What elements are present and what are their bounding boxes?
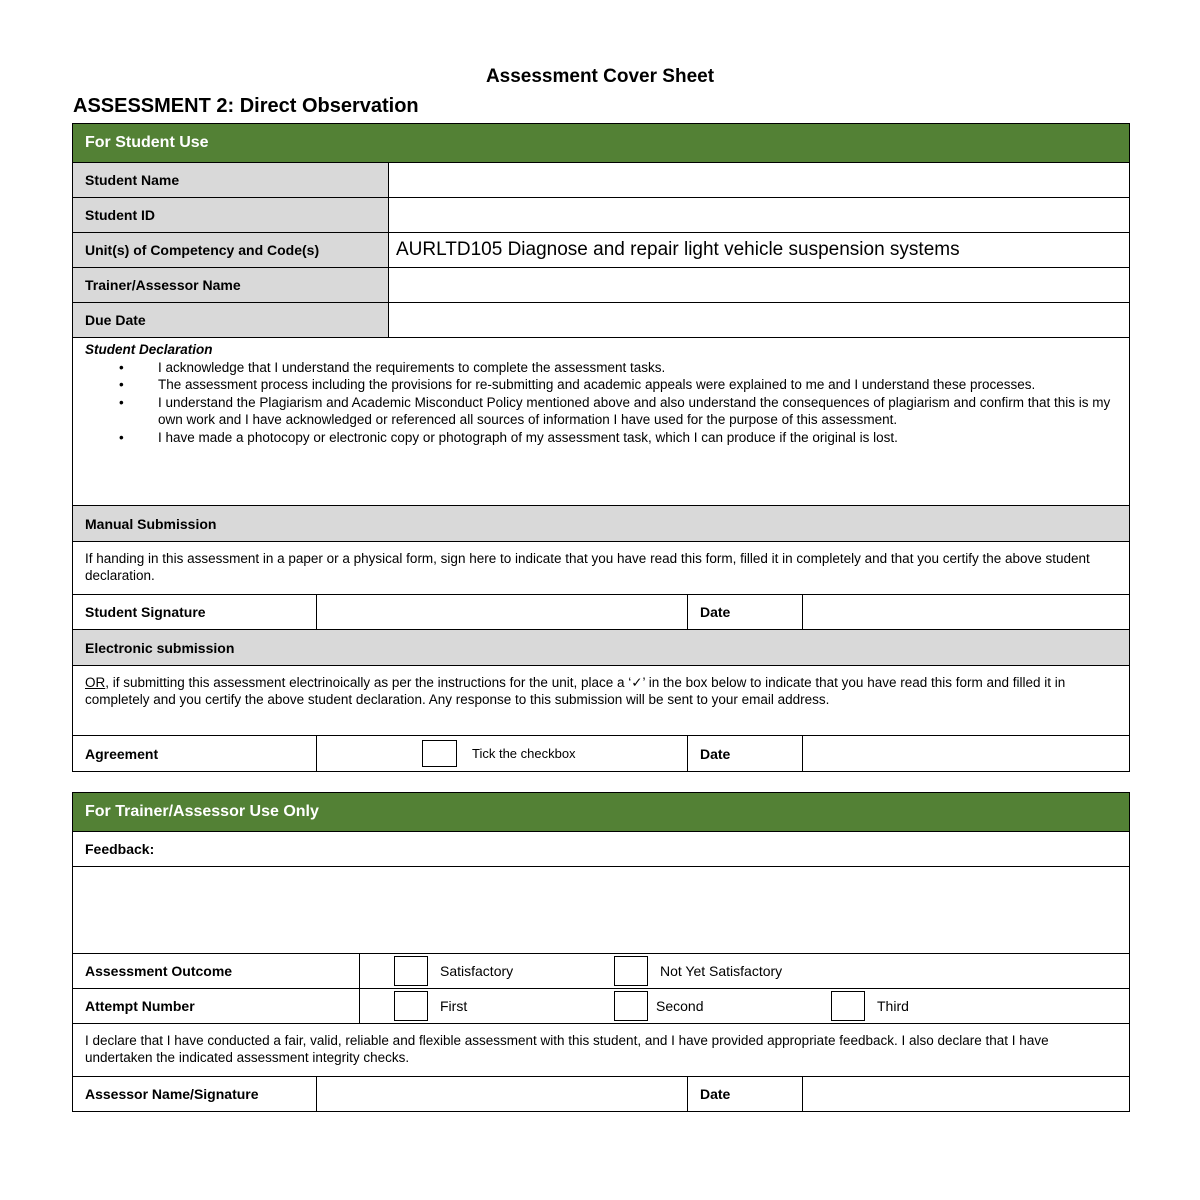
student-id-label: Student ID <box>73 198 388 232</box>
page-title: Assessment Cover Sheet <box>485 66 715 87</box>
declaration-title: Student Declaration <box>85 342 213 357</box>
declaration-row <box>73 337 1129 505</box>
student-signature-date-label: Date <box>687 595 802 629</box>
declaration-item: • I acknowledge that I understand the requirements to complete the assessment tasks. <box>85 359 1117 377</box>
assessment-outcome-options <box>359 954 1129 988</box>
not-yet-satisfactory-label: Not Yet Satisfactory <box>660 963 783 979</box>
due-date-label: Due Date <box>73 303 388 337</box>
assessor-signature-row <box>73 1076 1129 1111</box>
field-row-trainer <box>73 267 1129 302</box>
outcome-option-not-yet-satisfactory[interactable] <box>614 956 782 986</box>
student-section <box>72 123 1130 772</box>
or-label: OR <box>85 675 106 690</box>
declaration-list <box>85 359 1117 447</box>
electronic-instructions: , if submitting this assessment electrinoically as per the instructions for the unit, place a ‘✓’ in the box below to indicate that you have read this form and filled it in completely and you certify the above student declaration. Any response to this submission will be sent to your email address. <box>85 675 1066 707</box>
student-id-input[interactable] <box>388 198 1129 232</box>
attempt-option-second[interactable] <box>614 991 831 1021</box>
agreement-checkbox-cell <box>316 736 687 771</box>
declaration-item: • I understand the Plagiarism and Academic Misconduct Policy mentioned above and also understand the consequences of plagiarism and confirm that this is my own work and I have acknowledged or referenced all sources of information I have used for the purpose of this assessment. <box>85 394 1117 429</box>
due-date-input[interactable] <box>388 303 1129 337</box>
assessor-declaration-text: I declare that I have conducted a fair, valid, reliable and flexible assessment with this student, and I have provided appropriate feedback. I also declare that I have undertaken the indicated assessment integrity checks. <box>85 1033 1049 1065</box>
assessor-signature-label: Assessor Name/Signature <box>85 1086 259 1102</box>
assessor-date-label: Date <box>687 1077 802 1111</box>
attempt-option-first[interactable] <box>394 991 614 1021</box>
field-row-student-id <box>73 197 1129 232</box>
third-attempt-label: Third <box>877 998 909 1014</box>
outcome-option-satisfactory[interactable] <box>394 956 614 986</box>
not-yet-satisfactory-checkbox[interactable] <box>614 956 648 986</box>
trainer-section-header: For Trainer/Assessor Use Only <box>73 793 1129 831</box>
assessment-outcome-label: Assessment Outcome <box>85 963 233 979</box>
assessor-declaration-row <box>73 1023 1129 1076</box>
agreement-checkbox-label: Tick the checkbox <box>472 746 576 761</box>
first-attempt-checkbox[interactable] <box>394 991 428 1021</box>
field-row-unit <box>73 232 1129 267</box>
satisfactory-label: Satisfactory <box>440 963 514 979</box>
student-signature-date-field[interactable] <box>802 595 1129 629</box>
field-row-student-name <box>73 162 1129 197</box>
student-name-label: Student Name <box>73 163 388 197</box>
attempt-number-options <box>359 989 1129 1023</box>
trainer-name-input[interactable] <box>388 268 1129 302</box>
student-name-input[interactable] <box>388 163 1129 197</box>
student-section-header: For Student Use <box>73 124 1129 162</box>
attempt-option-third[interactable] <box>831 991 909 1021</box>
attempt-number-label: Attempt Number <box>85 998 195 1014</box>
manual-submission-text: If handing in this assessment in a paper or a physical form, sign here to indicate that you have read this form, filled it in completely and that you certify the above student declaration. <box>85 551 1090 583</box>
student-declaration <box>73 338 1129 505</box>
agreement-checkbox[interactable] <box>422 740 457 767</box>
third-attempt-checkbox[interactable] <box>831 991 865 1021</box>
manual-submission-text-row <box>73 541 1129 594</box>
assessment-outcome-row <box>73 953 1129 988</box>
manual-submission-header-row <box>73 505 1129 541</box>
agreement-row <box>73 735 1129 771</box>
feedback-label: Feedback: <box>85 841 155 857</box>
student-signature-label: Student Signature <box>85 604 206 620</box>
field-row-due-date <box>73 302 1129 337</box>
electronic-submission-text-row <box>73 665 1129 735</box>
second-attempt-label: Second <box>656 998 704 1014</box>
electronic-submission-header: Electronic submission <box>85 639 235 656</box>
electronic-submission-header-row <box>73 629 1129 665</box>
first-attempt-label: First <box>440 998 468 1014</box>
unit-value[interactable]: AURLTD105 Diagnose and repair light vehicle suspension systems <box>388 233 1129 267</box>
declaration-item: • The assessment process including the provisions for re-submitting and academic appeals were explained to me and I understand these processes. <box>85 376 1117 394</box>
agreement-label: Agreement <box>85 745 159 762</box>
second-attempt-checkbox[interactable] <box>614 991 648 1021</box>
attempt-number-row <box>73 988 1129 1023</box>
assessment-subtitle: ASSESSMENT 2: Direct Observation <box>73 95 419 117</box>
agreement-date-label: Date <box>687 736 802 771</box>
feedback-area[interactable] <box>73 866 1129 953</box>
declaration-item: • I have made a photocopy or electronic copy or photograph of my assessment task, which I can produce if the original is lost. <box>85 429 1117 447</box>
assessor-date-field[interactable] <box>802 1077 1129 1111</box>
agreement-date-field[interactable] <box>802 736 1129 771</box>
trainer-section <box>72 792 1130 1112</box>
trainer-name-label: Trainer/Assessor Name <box>73 268 388 302</box>
unit-label: Unit(s) of Competency and Code(s) <box>73 233 388 267</box>
student-signature-row <box>73 594 1129 629</box>
student-signature-field[interactable] <box>316 595 687 629</box>
assessor-signature-field[interactable] <box>316 1077 687 1111</box>
electronic-submission-text <box>73 666 1129 735</box>
feedback-label-row <box>73 831 1129 866</box>
satisfactory-checkbox[interactable] <box>394 956 428 986</box>
manual-submission-header: Manual Submission <box>85 515 217 532</box>
